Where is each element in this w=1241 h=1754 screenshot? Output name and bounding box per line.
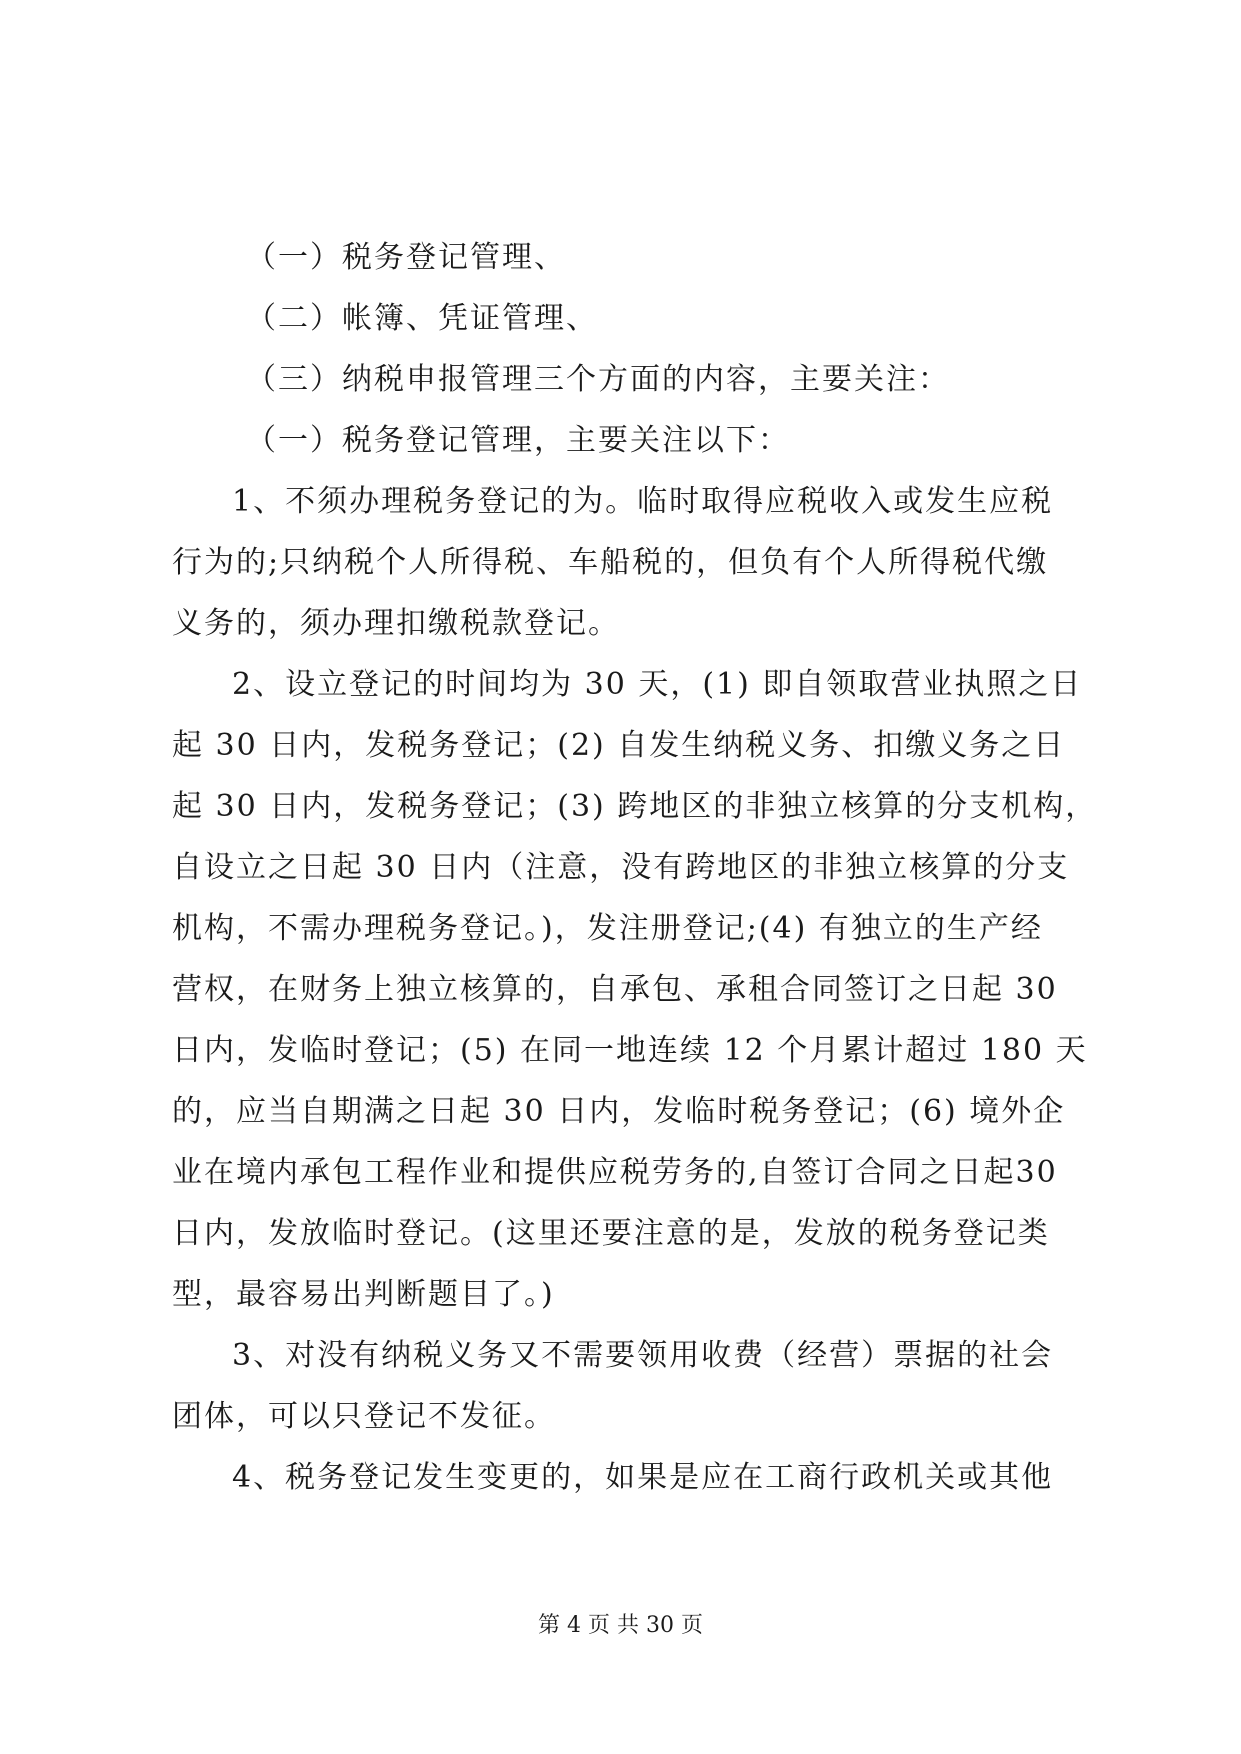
text-line: 义务的，须办理扣缴税款登记。: [172, 606, 620, 641]
text-line: 业在境内承包工程作业和提供应税劳务的,自签订合同之日起30: [172, 1155, 1058, 1190]
text-line: 行为的;只纳税个人所得税、车船税的，但负有个人所得税代缴: [172, 545, 1049, 580]
text-line: 机构，不需办理税务登记。)，发注册登记;(4) 有独立的生产经: [172, 911, 1043, 946]
text-line: 团体，可以只登记不发征。: [172, 1399, 556, 1434]
text-line: （一）税务登记管理，主要关注以下：: [246, 423, 790, 458]
text-line: 型，最容易出判断题目了。): [172, 1277, 555, 1312]
text-line: 自设立之日起 30 日内（注意，没有跨地区的非独立核算的分支: [172, 850, 1070, 885]
text-line: 2、设立登记的时间均为 30 天，(1) 即自领取营业执照之日: [232, 667, 1083, 702]
text-line: 3、对没有纳税义务又不需要领用收费（经营）票据的社会: [232, 1338, 1054, 1373]
body-text: [172, 227, 1098, 1508]
text-line: 日内，发放临时登记。(这里还要注意的是，发放的税务登记类: [172, 1216, 1050, 1251]
text-line: 营权，在财务上独立核算的，自承包、承租合同签订之日起 30: [172, 972, 1058, 1007]
text-line: 4、税务登记发生变更的，如果是应在工商行政机关或其他: [232, 1460, 1054, 1495]
text-line: 1、不须办理税务登记的为。临时取得应税收入或发生应税: [232, 484, 1054, 519]
text-line: （一）税务登记管理、: [246, 240, 566, 275]
text-line: 日内，发临时登记；(5) 在同一地连续 12 个月累计超过 180 天: [172, 1033, 1088, 1068]
text-line: 的，应当自期满之日起 30 日内，发临时税务登记；(6) 境外企: [172, 1094, 1066, 1129]
text-line: 起 30 日内，发税务登记；(3) 跨地区的非独立核算的分支机构，: [172, 789, 1098, 824]
text-line: 起 30 日内，发税务登记；(2) 自发生纳税义务、扣缴义务之日: [172, 728, 1066, 763]
text-line: （三）纳税申报管理三个方面的内容，主要关注：: [246, 362, 950, 397]
page-number: 第 4 页 共 30 页: [538, 1613, 703, 1638]
text-line: （二）帐簿、凭证管理、: [246, 301, 598, 336]
